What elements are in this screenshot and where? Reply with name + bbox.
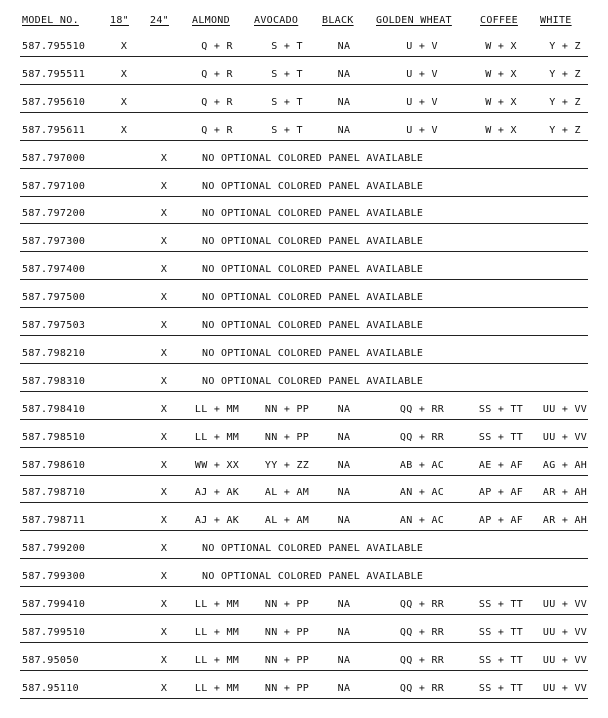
cell-almond: LL + MM bbox=[194, 682, 240, 694]
table-row bbox=[0, 654, 608, 668]
cell-coffee: SS + TT bbox=[478, 403, 524, 415]
cell-golden-wheat: AN + AC bbox=[399, 487, 445, 499]
cell-avocado: S + T bbox=[271, 124, 303, 136]
header-18-inch: 18" bbox=[110, 15, 129, 26]
cell-coffee: W + X bbox=[485, 41, 517, 52]
cell-24-inch: X bbox=[160, 431, 168, 443]
cell-white: Y + Z bbox=[549, 68, 581, 80]
table-row bbox=[0, 486, 608, 500]
cell-avocado: NN + PP bbox=[264, 654, 310, 666]
cell-24-inch: X bbox=[160, 682, 168, 694]
cell-golden-wheat: QQ + RR bbox=[399, 682, 445, 694]
cell-avocado: AL + AM bbox=[264, 515, 310, 527]
cell-almond: Q + R bbox=[201, 68, 233, 80]
table-row bbox=[0, 68, 608, 82]
table-row bbox=[0, 431, 608, 445]
cell-white: AR + AH bbox=[542, 515, 588, 527]
cell-black: NA bbox=[337, 68, 351, 80]
table-row bbox=[0, 96, 608, 110]
cell-coffee: W + X bbox=[485, 124, 517, 136]
cell-almond: Q + R bbox=[201, 96, 233, 108]
cell-24-inch: X bbox=[160, 459, 168, 471]
table-row bbox=[0, 375, 608, 389]
cell-model-no: 587.795610 bbox=[22, 96, 86, 108]
cell-model-no: 587.795611 bbox=[22, 124, 86, 136]
cell-avocado: S + T bbox=[271, 68, 303, 80]
row-underline bbox=[20, 558, 588, 559]
cell-24-inch: X bbox=[160, 599, 168, 610]
row-underline bbox=[20, 475, 588, 476]
cell-golden-wheat: U + V bbox=[406, 41, 438, 52]
cell-golden-wheat: AN + AC bbox=[399, 515, 445, 527]
cell-white: UU + VV bbox=[542, 626, 588, 638]
cell-note-no-panel: NO OPTIONAL COLORED PANEL AVAILABLE bbox=[202, 264, 424, 276]
cell-black: NA bbox=[337, 41, 351, 52]
cell-24-inch: X bbox=[160, 375, 168, 387]
row-underline bbox=[20, 112, 588, 113]
cell-almond: LL + MM bbox=[194, 626, 240, 638]
row-underline bbox=[20, 335, 588, 336]
cell-black: NA bbox=[337, 403, 351, 415]
cell-24-inch: X bbox=[160, 571, 168, 583]
cell-coffee: AE + AF bbox=[478, 459, 524, 471]
table-row bbox=[0, 263, 608, 277]
cell-coffee: AP + AF bbox=[478, 487, 524, 499]
table-row bbox=[0, 180, 608, 194]
cell-24-inch: X bbox=[160, 264, 168, 276]
cell-model-no: 587.797300 bbox=[22, 236, 86, 248]
table-row bbox=[0, 124, 608, 138]
cell-24-inch: X bbox=[160, 236, 168, 248]
cell-avocado: NN + PP bbox=[264, 431, 310, 443]
cell-white: AR + AH bbox=[542, 487, 588, 499]
table-row bbox=[0, 347, 608, 361]
row-underline bbox=[20, 84, 588, 85]
cell-avocado: AL + AM bbox=[264, 487, 310, 499]
cell-24-inch: X bbox=[160, 654, 168, 666]
header-model-no: MODEL NO. bbox=[22, 15, 79, 26]
header-golden-wheat: GOLDEN WHEAT bbox=[376, 15, 452, 26]
cell-18-inch: X bbox=[120, 68, 128, 80]
cell-white: UU + VV bbox=[542, 403, 588, 415]
cell-almond: AJ + AK bbox=[194, 487, 240, 499]
cell-model-no: 587.797500 bbox=[22, 292, 86, 304]
cell-model-no: 587.795511 bbox=[22, 68, 86, 80]
cell-white: UU + VV bbox=[542, 654, 588, 666]
cell-note-no-panel: NO OPTIONAL COLORED PANEL AVAILABLE bbox=[202, 571, 424, 583]
cell-model-no: 587.797200 bbox=[22, 208, 86, 220]
cell-model-no: 587.797000 bbox=[22, 152, 86, 164]
cell-24-inch: X bbox=[160, 292, 168, 304]
cell-coffee: SS + TT bbox=[478, 654, 524, 666]
row-underline bbox=[20, 140, 588, 141]
cell-model-no: 587.799510 bbox=[22, 626, 86, 638]
header-coffee: COFFEE bbox=[480, 15, 518, 26]
cell-model-no: 587.798310 bbox=[22, 375, 86, 387]
cell-model-no: 587.797400 bbox=[22, 264, 86, 276]
cell-golden-wheat: QQ + RR bbox=[399, 599, 445, 610]
cell-avocado: NN + PP bbox=[264, 599, 310, 610]
cell-avocado: S + T bbox=[271, 41, 303, 52]
cell-coffee: W + X bbox=[485, 68, 517, 80]
cell-coffee: SS + TT bbox=[478, 599, 524, 610]
row-underline bbox=[20, 447, 588, 448]
cell-almond: AJ + AK bbox=[194, 515, 240, 527]
cell-model-no: 587.799300 bbox=[22, 571, 86, 583]
cell-black: NA bbox=[337, 599, 351, 610]
row-underline bbox=[20, 614, 588, 615]
cell-18-inch: X bbox=[120, 96, 128, 108]
row-underline bbox=[20, 530, 588, 531]
cell-coffee: SS + TT bbox=[478, 682, 524, 694]
cell-black: NA bbox=[337, 654, 351, 666]
table-row bbox=[0, 291, 608, 305]
cell-coffee: SS + TT bbox=[478, 626, 524, 638]
cell-note-no-panel: NO OPTIONAL COLORED PANEL AVAILABLE bbox=[202, 375, 424, 387]
cell-note-no-panel: NO OPTIONAL COLORED PANEL AVAILABLE bbox=[202, 152, 424, 164]
cell-white: Y + Z bbox=[549, 41, 581, 52]
cell-coffee: W + X bbox=[485, 96, 517, 108]
table-row bbox=[0, 207, 608, 221]
cell-24-inch: X bbox=[160, 347, 168, 359]
table-row bbox=[0, 235, 608, 249]
cell-golden-wheat: QQ + RR bbox=[399, 431, 445, 443]
table-row bbox=[0, 626, 608, 640]
row-underline bbox=[20, 251, 588, 252]
table-row bbox=[0, 682, 608, 696]
cell-almond: WW + XX bbox=[194, 459, 240, 471]
cell-white: UU + VV bbox=[542, 599, 588, 610]
cell-model-no: 587.798610 bbox=[22, 459, 86, 471]
table-row bbox=[0, 542, 608, 556]
table-row bbox=[0, 570, 608, 584]
row-underline bbox=[20, 223, 588, 224]
cell-golden-wheat: QQ + RR bbox=[399, 654, 445, 666]
cell-white: UU + VV bbox=[542, 431, 588, 443]
cell-model-no: 587.798510 bbox=[22, 431, 86, 443]
cell-model-no: 587.798711 bbox=[22, 515, 86, 527]
cell-model-no: 587.798710 bbox=[22, 487, 86, 499]
cell-18-inch: X bbox=[120, 41, 128, 52]
cell-avocado: NN + PP bbox=[264, 403, 310, 415]
cell-golden-wheat: QQ + RR bbox=[399, 403, 445, 415]
cell-golden-wheat: AB + AC bbox=[399, 459, 445, 471]
header-almond: ALMOND bbox=[192, 15, 230, 26]
cell-golden-wheat: U + V bbox=[406, 124, 438, 136]
row-underline bbox=[20, 196, 588, 197]
cell-golden-wheat: U + V bbox=[406, 68, 438, 80]
table-row bbox=[0, 40, 608, 54]
cell-white: AG + AH bbox=[542, 459, 588, 471]
row-underline bbox=[20, 670, 588, 671]
cell-golden-wheat: QQ + RR bbox=[399, 626, 445, 638]
cell-24-inch: X bbox=[160, 320, 168, 331]
cell-black: NA bbox=[337, 459, 351, 471]
cell-note-no-panel: NO OPTIONAL COLORED PANEL AVAILABLE bbox=[202, 236, 424, 248]
table-header bbox=[0, 14, 608, 28]
cell-note-no-panel: NO OPTIONAL COLORED PANEL AVAILABLE bbox=[202, 347, 424, 359]
cell-model-no: 587.799200 bbox=[22, 543, 86, 555]
cell-24-inch: X bbox=[160, 403, 168, 415]
header-white: WHITE bbox=[540, 15, 572, 26]
cell-24-inch: X bbox=[160, 626, 168, 638]
cell-almond: LL + MM bbox=[194, 599, 240, 610]
row-underline bbox=[20, 279, 588, 280]
cell-24-inch: X bbox=[160, 543, 168, 555]
cell-almond: LL + MM bbox=[194, 431, 240, 443]
cell-note-no-panel: NO OPTIONAL COLORED PANEL AVAILABLE bbox=[202, 320, 424, 331]
cell-model-no: 587.797100 bbox=[22, 180, 86, 192]
cell-model-no: 587.798210 bbox=[22, 347, 86, 359]
cell-avocado: NN + PP bbox=[264, 682, 310, 694]
cell-note-no-panel: NO OPTIONAL COLORED PANEL AVAILABLE bbox=[202, 543, 424, 555]
cell-white: Y + Z bbox=[549, 96, 581, 108]
cell-avocado: NN + PP bbox=[264, 626, 310, 638]
row-underline bbox=[20, 419, 588, 420]
header-avocado: AVOCADO bbox=[254, 15, 299, 26]
cell-18-inch: X bbox=[120, 124, 128, 136]
cell-white: Y + Z bbox=[549, 124, 581, 136]
cell-model-no: 587.795510 bbox=[22, 41, 86, 52]
cell-black: NA bbox=[337, 96, 351, 108]
cell-note-no-panel: NO OPTIONAL COLORED PANEL AVAILABLE bbox=[202, 208, 424, 220]
table-row bbox=[0, 152, 608, 166]
cell-24-inch: X bbox=[160, 515, 168, 527]
row-underline bbox=[20, 391, 588, 392]
cell-black: NA bbox=[337, 431, 351, 443]
cell-model-no: 587.798410 bbox=[22, 403, 86, 415]
cell-model-no: 587.95050 bbox=[22, 654, 79, 666]
cell-coffee: SS + TT bbox=[478, 431, 524, 443]
cell-note-no-panel: NO OPTIONAL COLORED PANEL AVAILABLE bbox=[202, 180, 424, 192]
row-underline bbox=[20, 168, 588, 169]
row-underline bbox=[20, 56, 588, 57]
row-underline bbox=[20, 307, 588, 308]
cell-model-no: 587.95110 bbox=[22, 682, 79, 694]
cell-almond: LL + MM bbox=[194, 654, 240, 666]
cell-note-no-panel: NO OPTIONAL COLORED PANEL AVAILABLE bbox=[202, 292, 424, 304]
row-underline bbox=[20, 586, 588, 587]
row-underline bbox=[20, 698, 588, 699]
cell-almond: Q + R bbox=[201, 124, 233, 136]
header-24-inch: 24" bbox=[150, 15, 169, 26]
cell-model-no: 587.797503 bbox=[22, 320, 86, 331]
cell-avocado: YY + ZZ bbox=[264, 459, 310, 471]
table-row bbox=[0, 459, 608, 473]
cell-black: NA bbox=[337, 626, 351, 638]
cell-24-inch: X bbox=[160, 208, 168, 220]
cell-24-inch: X bbox=[160, 152, 168, 164]
cell-coffee: AP + AF bbox=[478, 515, 524, 527]
cell-model-no: 587.799410 bbox=[22, 599, 86, 610]
cell-almond: LL + MM bbox=[194, 403, 240, 415]
table-row bbox=[0, 403, 608, 417]
header-black: BLACK bbox=[322, 15, 354, 26]
row-underline bbox=[20, 502, 588, 503]
table-row bbox=[0, 598, 608, 612]
cell-black: NA bbox=[337, 124, 351, 136]
cell-white: UU + VV bbox=[542, 682, 588, 694]
cell-black: NA bbox=[337, 682, 351, 694]
cell-24-inch: X bbox=[160, 487, 168, 499]
row-underline bbox=[20, 363, 588, 364]
cell-black: NA bbox=[337, 515, 351, 527]
cell-avocado: S + T bbox=[271, 96, 303, 108]
cell-almond: Q + R bbox=[201, 41, 233, 52]
cell-black: NA bbox=[337, 487, 351, 499]
cell-golden-wheat: U + V bbox=[406, 96, 438, 108]
row-underline bbox=[20, 642, 588, 643]
table-row bbox=[0, 319, 608, 333]
cell-24-inch: X bbox=[160, 180, 168, 192]
table-row bbox=[0, 514, 608, 528]
